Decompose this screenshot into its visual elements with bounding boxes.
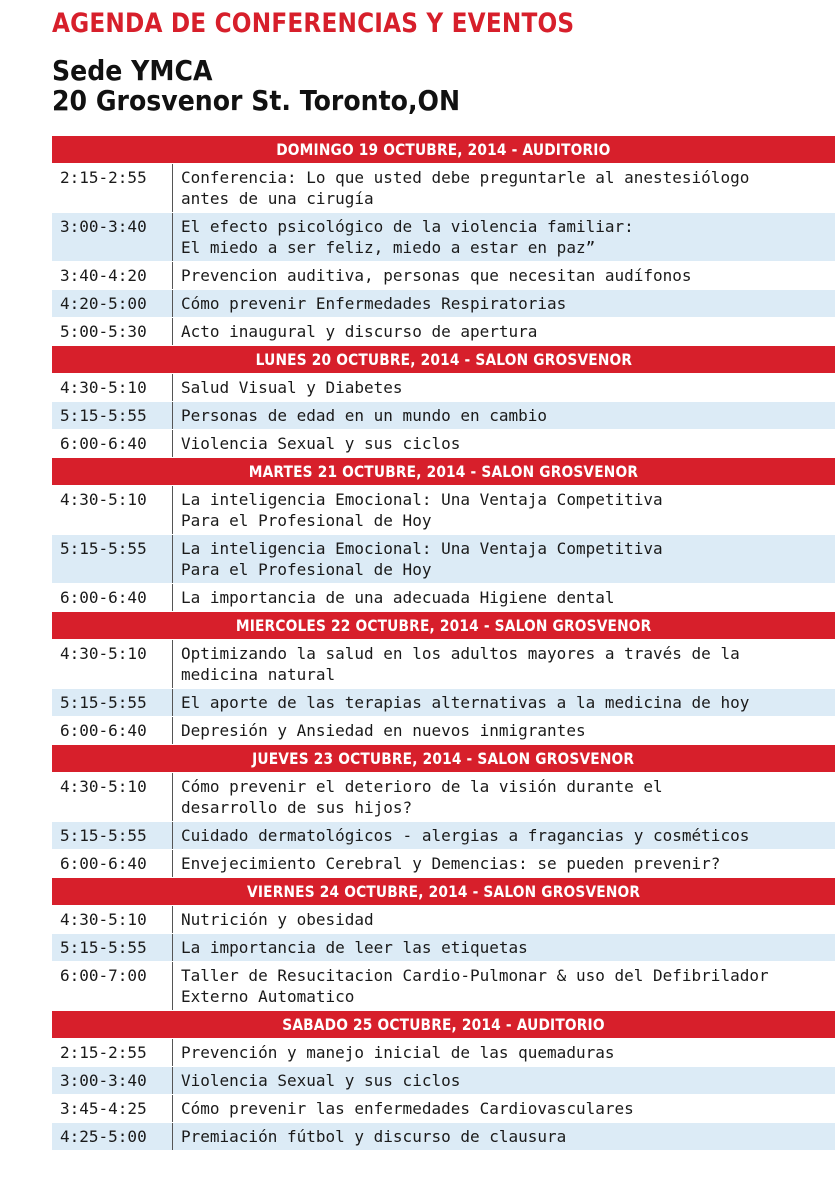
day-header-label: VIERNES 24 OCTUBRE, 2014 - SALON GROSVENOR bbox=[246, 882, 641, 901]
session-row bbox=[52, 584, 835, 612]
day-header bbox=[52, 878, 835, 906]
session-title: Personas de edad en un mundo en cambio bbox=[181, 406, 548, 425]
session-title: Violencia Sexual y sus ciclos bbox=[181, 434, 461, 453]
session-title: Envejecimiento Cerebral y Demencias: se pueden prevenir? bbox=[181, 854, 721, 873]
session-time: 3:40-4:20 bbox=[52, 262, 173, 289]
session-row bbox=[52, 213, 835, 262]
session-row bbox=[52, 689, 835, 717]
session-row bbox=[52, 290, 835, 318]
session-row bbox=[52, 164, 835, 213]
session-row bbox=[52, 906, 835, 934]
session-title: Salud Visual y Diabetes bbox=[181, 378, 403, 397]
session-row bbox=[52, 1067, 835, 1095]
venue-address bbox=[52, 56, 460, 116]
session-row bbox=[52, 822, 835, 850]
session-title: Cómo prevenir las enfermedades Cardiovasculares bbox=[181, 1099, 634, 1118]
session-time: 4:25-5:00 bbox=[52, 1123, 173, 1150]
session-row bbox=[52, 1123, 835, 1151]
day-header-label: DOMINGO 19 OCTUBRE, 2014 - AUDITORIO bbox=[276, 140, 611, 159]
session-row bbox=[52, 430, 835, 458]
agenda-table bbox=[52, 136, 835, 1151]
session-title: Cuidado dermatológicos - alergias a fragancias y cosméticos bbox=[181, 826, 750, 845]
session-row bbox=[52, 374, 835, 402]
session-title: Optimizando la salud en los adultos mayores a través de la medicina natural bbox=[181, 644, 740, 684]
session-time: 4:30-5:10 bbox=[52, 374, 173, 401]
day-header bbox=[52, 346, 835, 374]
session-title: Nutrición y obesidad bbox=[181, 910, 374, 929]
session-time: 3:00-3:40 bbox=[52, 1067, 173, 1094]
venue-street: 20 Grosvenor St. Toronto,ON bbox=[52, 84, 461, 117]
session-title: Premiación fútbol y discurso de clausura bbox=[181, 1127, 567, 1146]
session-row bbox=[52, 486, 835, 535]
session-time: 4:30-5:10 bbox=[52, 773, 173, 821]
session-row bbox=[52, 850, 835, 878]
session-title: Acto inaugural y discurso de apertura bbox=[181, 322, 538, 341]
session-title: Cómo prevenir Enfermedades Respiratorias bbox=[181, 294, 567, 313]
session-time: 6:00-6:40 bbox=[52, 584, 173, 611]
session-row bbox=[52, 402, 835, 430]
session-title: Conferencia: Lo que usted debe preguntarle al anestesiólogo antes de una cirugía bbox=[181, 168, 750, 208]
day-header-label: JUEVES 23 OCTUBRE, 2014 - SALON GROSVENOR bbox=[252, 749, 635, 768]
session-time: 6:00-6:40 bbox=[52, 850, 173, 877]
session-time: 6:00-7:00 bbox=[52, 962, 173, 1010]
session-title: La importancia de una adecuada Higiene dental bbox=[181, 588, 615, 607]
session-time: 2:15-2:55 bbox=[52, 164, 173, 212]
session-title: Prevencion auditiva, personas que necesitan audífonos bbox=[181, 266, 692, 285]
day-header bbox=[52, 458, 835, 486]
session-row bbox=[52, 934, 835, 962]
day-header bbox=[52, 1011, 835, 1039]
session-row bbox=[52, 535, 835, 584]
session-time: 6:00-6:40 bbox=[52, 717, 173, 744]
session-time: 5:15-5:55 bbox=[52, 535, 173, 583]
session-time: 5:00-5:30 bbox=[52, 318, 173, 345]
session-title: Violencia Sexual y sus ciclos bbox=[181, 1071, 461, 1090]
session-row bbox=[52, 1039, 835, 1067]
session-title: Depresión y Ansiedad en nuevos inmigrantes bbox=[181, 721, 586, 740]
session-time: 3:45-4:25 bbox=[52, 1095, 173, 1122]
session-row bbox=[52, 962, 835, 1011]
day-header-label: SABADO 25 OCTUBRE, 2014 - AUDITORIO bbox=[282, 1015, 605, 1034]
session-time: 6:00-6:40 bbox=[52, 430, 173, 457]
session-time: 4:30-5:10 bbox=[52, 640, 173, 688]
session-time: 4:30-5:10 bbox=[52, 906, 173, 933]
session-row bbox=[52, 717, 835, 745]
session-title: La inteligencia Emocional: Una Ventaja Competitiva Para el Profesional de Hoy bbox=[181, 490, 663, 530]
session-title: Taller de Resucitacion Cardio-Pulmonar & uso del Defibrilador Externo Automatico bbox=[181, 966, 769, 1006]
session-row bbox=[52, 640, 835, 689]
session-time: 4:20-5:00 bbox=[52, 290, 173, 317]
session-row bbox=[52, 318, 835, 346]
session-title: Cómo prevenir el deterioro de la visión durante el desarrollo de sus hijos? bbox=[181, 777, 663, 817]
day-header bbox=[52, 136, 835, 164]
session-time: 5:15-5:55 bbox=[52, 934, 173, 961]
session-time: 5:15-5:55 bbox=[52, 689, 173, 716]
session-row bbox=[52, 262, 835, 290]
day-header bbox=[52, 745, 835, 773]
venue-name: Sede YMCA bbox=[52, 54, 213, 87]
day-header-label: MIERCOLES 22 OCTUBRE, 2014 - SALON GROSVENOR bbox=[235, 616, 652, 635]
day-header-label: MARTES 21 OCTUBRE, 2014 - SALON GROSVENOR bbox=[248, 462, 639, 481]
session-time: 2:15-2:55 bbox=[52, 1039, 173, 1066]
session-title: Prevención y manejo inicial de las quemaduras bbox=[181, 1043, 615, 1062]
page-title: AGENDA DE CONFERENCIAS Y EVENTOS bbox=[52, 8, 575, 39]
session-title: La inteligencia Emocional: Una Ventaja Competitiva Para el Profesional de Hoy bbox=[181, 539, 663, 579]
day-header bbox=[52, 612, 835, 640]
session-title: El efecto psicológico de la violencia familiar: El miedo a ser feliz, miedo a estar en paz” bbox=[181, 217, 634, 257]
day-header-label: LUNES 20 OCTUBRE, 2014 - SALON GROSVENOR bbox=[255, 350, 632, 369]
session-row bbox=[52, 773, 835, 822]
session-title: La importancia de leer las etiquetas bbox=[181, 938, 528, 957]
session-title: El aporte de las terapias alternativas a la medicina de hoy bbox=[181, 693, 750, 712]
session-time: 5:15-5:55 bbox=[52, 402, 173, 429]
session-time: 4:30-5:10 bbox=[52, 486, 173, 534]
session-row bbox=[52, 1095, 835, 1123]
session-time: 3:00-3:40 bbox=[52, 213, 173, 261]
session-time: 5:15-5:55 bbox=[52, 822, 173, 849]
